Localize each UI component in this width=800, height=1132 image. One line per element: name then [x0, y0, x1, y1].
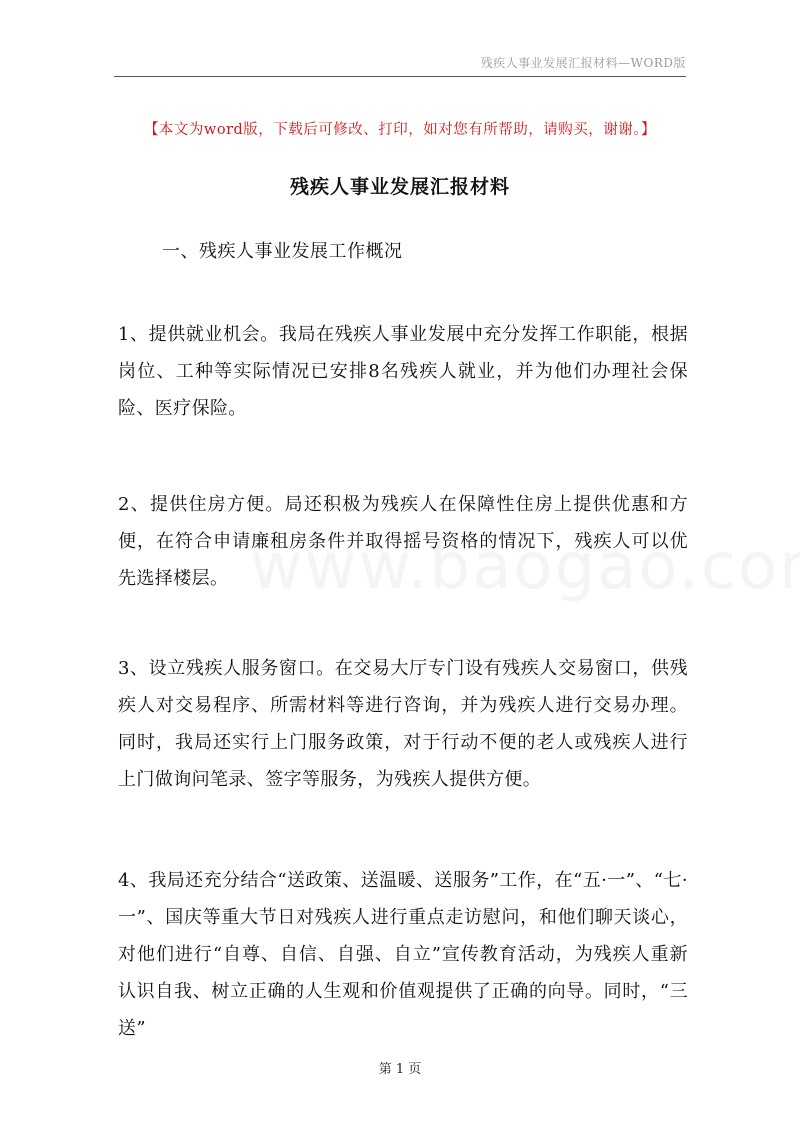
- paragraph-1: 1、提供就业机会。我局在残疾人事业发展中充分发挥工作职能，根据岗位、工种等实际情况已安排8名残疾人就业，并为他们办理社会保险、医疗保险。: [118, 324, 688, 419]
- header-divider: [114, 76, 686, 77]
- paragraph-3: 3、设立残疾人服务窗口。在交易大厅专门设有残疾人交易窗口，供残疾人对交易程序、所需材料等进行咨询，并为残疾人进行交易办理。同时，我局还实行上门服务政策，对于行动不便的老人或残疾人进行上门做询问笔录、签字等服务，为残疾人提供方便。: [118, 658, 688, 790]
- running-header: 残疾人事业发展汇报材料—WORD版: [480, 56, 686, 70]
- download-notice: 【本文为word版，下载后可修改、打印，如对您有所帮助，请购买，谢谢。】: [143, 122, 657, 138]
- section-heading: 一、残疾人事业发展工作概况: [162, 241, 403, 262]
- document-title: 残疾人事业发展汇报材料: [289, 176, 510, 198]
- paragraph-4: 4、我局还充分结合“送政策、送温暖、送服务”工作，在“五·一”、“七·一”、国庆等重大节日对残疾人进行重点走访慰问，和他们聊天谈心，对他们进行“自尊、自信、自强、自立”宣传教育活动，为残疾人重新认识自我、树立正确的人生观和价值观提供了正确的向导。同时，“三送”: [118, 870, 688, 1039]
- page-number: 第 1 页: [378, 1062, 422, 1077]
- paragraph-2: 2、提供住房方便。局还积极为残疾人在保障性住房上提供优惠和方便，在符合申请廉租房条件并取得摇号资格的情况下，残疾人可以优先选择楼层。: [118, 494, 688, 589]
